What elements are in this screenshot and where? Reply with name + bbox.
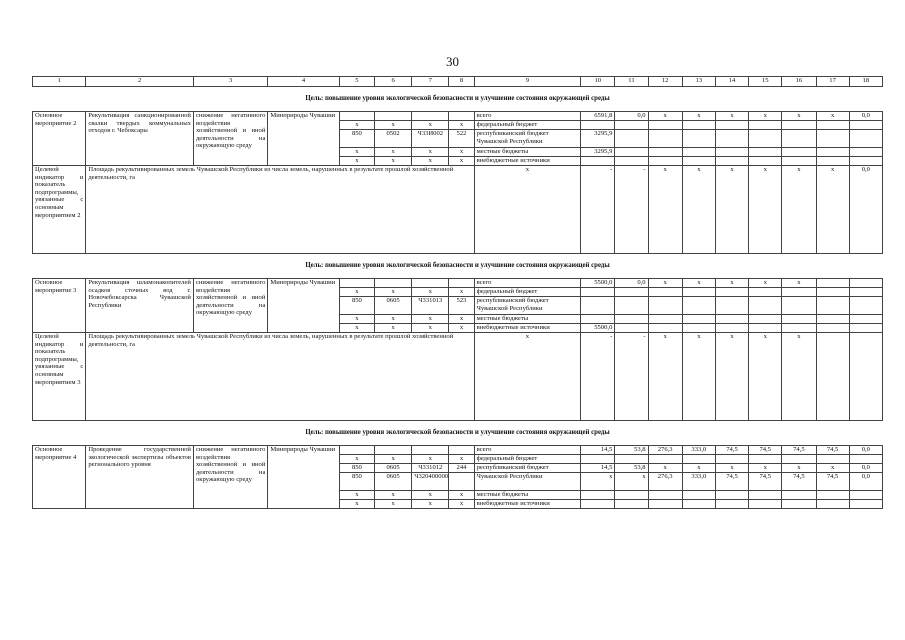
value-cell: x bbox=[782, 464, 816, 473]
code-cell bbox=[449, 446, 474, 455]
header-cell: 7 bbox=[412, 77, 449, 87]
value-cell bbox=[715, 288, 748, 297]
funding-source: федеральный бюджет bbox=[474, 455, 581, 464]
code-cell: x bbox=[339, 315, 374, 324]
value-cell: - bbox=[615, 333, 648, 421]
value-cell: 0,0 bbox=[849, 473, 882, 491]
funding-source: местные бюджеты bbox=[474, 315, 581, 324]
funding-source: всего bbox=[474, 446, 581, 455]
value-cell: x bbox=[715, 112, 748, 121]
header-cell: 1 bbox=[33, 77, 86, 87]
value-cell: 3295,9 bbox=[581, 148, 615, 157]
value-cell bbox=[816, 148, 849, 157]
value-cell bbox=[615, 491, 648, 500]
value-cell bbox=[581, 455, 615, 464]
code-cell: x bbox=[412, 324, 449, 333]
code-cell: 850 bbox=[339, 473, 374, 491]
code-cell: x bbox=[412, 491, 449, 500]
value-cell bbox=[682, 121, 715, 130]
value-cell bbox=[615, 297, 648, 315]
value-cell: 74,5 bbox=[816, 446, 849, 455]
value-cell bbox=[682, 315, 715, 324]
code-cell: x bbox=[374, 148, 411, 157]
value-cell: x bbox=[648, 112, 682, 121]
code-cell: x bbox=[449, 315, 474, 324]
value-cell bbox=[749, 455, 782, 464]
code-cell bbox=[449, 112, 474, 121]
value-cell bbox=[715, 324, 748, 333]
value-cell bbox=[816, 315, 849, 324]
value-cell bbox=[849, 455, 882, 464]
code-cell: Ч331012 bbox=[412, 464, 449, 473]
value-cell: 74,5 bbox=[816, 473, 849, 491]
code-cell bbox=[374, 279, 411, 288]
value-cell: 74,5 bbox=[782, 446, 816, 455]
value-cell bbox=[648, 500, 682, 509]
value-cell bbox=[615, 500, 648, 509]
value-cell bbox=[849, 288, 882, 297]
code-cell: x bbox=[374, 121, 411, 130]
value-cell bbox=[615, 288, 648, 297]
code-cell: x bbox=[374, 455, 411, 464]
value-cell: 14,5 bbox=[581, 464, 615, 473]
funding-source: местные бюджеты bbox=[474, 491, 581, 500]
value-cell: 0,0 bbox=[849, 166, 882, 254]
code-cell bbox=[374, 112, 411, 121]
value-cell bbox=[816, 297, 849, 315]
code-cell: Ч320400000 bbox=[412, 473, 449, 491]
value-cell bbox=[816, 130, 849, 148]
value-cell bbox=[581, 315, 615, 324]
code-cell bbox=[412, 446, 449, 455]
value-cell bbox=[648, 130, 682, 148]
header-cell: 4 bbox=[268, 77, 339, 87]
code-cell: x bbox=[449, 121, 474, 130]
funding-source: Чувашской Республики bbox=[474, 473, 581, 491]
value-cell bbox=[682, 297, 715, 315]
value-cell bbox=[849, 148, 882, 157]
value-cell bbox=[849, 491, 882, 500]
goal-row bbox=[33, 254, 883, 279]
value-cell bbox=[715, 148, 748, 157]
event-executor: Минприроды Чувашии bbox=[268, 112, 339, 166]
value-cell bbox=[648, 121, 682, 130]
code-cell bbox=[412, 279, 449, 288]
value-cell bbox=[682, 157, 715, 166]
event-executor: Минприроды Чувашии bbox=[268, 279, 339, 333]
value-cell bbox=[816, 491, 849, 500]
value-cell: 5500,0 bbox=[581, 279, 615, 288]
goal-heading: Цель: повышение уровня экологической безопасности и улучшение состояния окружающей среды bbox=[305, 429, 610, 437]
code-cell: x bbox=[339, 455, 374, 464]
table-row bbox=[33, 279, 883, 288]
value-cell bbox=[816, 157, 849, 166]
value-cell bbox=[682, 288, 715, 297]
value-cell bbox=[615, 157, 648, 166]
funding-source: федеральный бюджет bbox=[474, 288, 581, 297]
code-cell: Ч331013 bbox=[412, 297, 449, 315]
value-cell: 74,5 bbox=[715, 446, 748, 455]
event-effect: снижение негативного воздействия хозяйственной и иной деятельности на окружающую среду bbox=[193, 279, 267, 333]
code-cell: 0502 bbox=[374, 130, 411, 148]
code-cell: 850 bbox=[339, 130, 374, 148]
indicator-label: Целевой индикатор и показатель подпрограммы, увязанные с основным мероприятием 3 bbox=[33, 333, 86, 421]
program-table bbox=[32, 76, 883, 509]
code-cell: 522 bbox=[449, 130, 474, 148]
funding-source: всего bbox=[474, 112, 581, 121]
value-cell bbox=[715, 455, 748, 464]
code-cell: x bbox=[412, 315, 449, 324]
header-cell: 11 bbox=[615, 77, 648, 87]
value-cell bbox=[648, 315, 682, 324]
value-cell bbox=[849, 279, 882, 288]
header-cell: 9 bbox=[474, 77, 581, 87]
value-cell bbox=[849, 121, 882, 130]
code-cell: x bbox=[412, 121, 449, 130]
funding-source: республиканский бюджет Чувашской Республики bbox=[474, 297, 581, 315]
value-cell bbox=[849, 324, 882, 333]
value-cell: 0,0 bbox=[615, 112, 648, 121]
value-cell: - bbox=[581, 166, 615, 254]
value-cell bbox=[648, 148, 682, 157]
header-cell: 12 bbox=[648, 77, 682, 87]
value-cell bbox=[648, 455, 682, 464]
code-cell: x bbox=[449, 288, 474, 297]
value-cell bbox=[782, 324, 816, 333]
funding-source: внебюджетные источники bbox=[474, 324, 581, 333]
code-cell: x bbox=[374, 315, 411, 324]
value-cell bbox=[615, 324, 648, 333]
value-cell bbox=[816, 288, 849, 297]
header-cell: 3 bbox=[193, 77, 267, 87]
value-cell bbox=[581, 121, 615, 130]
value-cell: 0,0 bbox=[849, 446, 882, 455]
header-cell: 5 bbox=[339, 77, 374, 87]
header-cell: 15 bbox=[749, 77, 782, 87]
table-row bbox=[33, 446, 883, 455]
event-title: Проведение государственной экологической экспертизы объектов регионального уровня bbox=[86, 446, 194, 509]
funding-source: местные бюджеты bbox=[474, 148, 581, 157]
value-cell: x bbox=[581, 473, 615, 491]
value-cell: x bbox=[782, 166, 816, 254]
value-cell bbox=[749, 121, 782, 130]
value-cell bbox=[782, 121, 816, 130]
code-cell bbox=[339, 112, 374, 121]
code-cell: 0605 bbox=[374, 297, 411, 315]
value-cell: 0,0 bbox=[615, 279, 648, 288]
code-cell bbox=[374, 446, 411, 455]
value-cell: x bbox=[782, 333, 816, 421]
event-name: Основное мероприятие 4 bbox=[33, 446, 86, 509]
code-cell: x bbox=[412, 455, 449, 464]
indicator-text: Площадь рекультивированных земель Чувашской Республики из числа земель, нарушенных в результате прошлой хозяйственной деятельности, га bbox=[86, 333, 474, 421]
value-cell: x bbox=[682, 279, 715, 288]
value-cell bbox=[715, 500, 748, 509]
value-cell: x bbox=[648, 279, 682, 288]
value-cell: x bbox=[749, 464, 782, 473]
value-cell bbox=[715, 315, 748, 324]
value-cell bbox=[816, 455, 849, 464]
code-cell: x bbox=[412, 288, 449, 297]
code-cell: x bbox=[412, 500, 449, 509]
value-cell bbox=[782, 297, 816, 315]
code-cell: 0605 bbox=[374, 473, 411, 491]
value-cell bbox=[648, 157, 682, 166]
event-title: Рекультивация санкционированной свалки твердых коммунальных отходов г. Чебоксары bbox=[86, 112, 194, 166]
header-cell: 17 bbox=[816, 77, 849, 87]
value-cell: 6591,8 bbox=[581, 112, 615, 121]
goal-heading: Цель: повышение уровня экологической безопасности и улучшение состояния окружающей среды bbox=[305, 262, 610, 270]
value-cell: x bbox=[782, 112, 816, 121]
code-cell: x bbox=[374, 288, 411, 297]
code-cell: x bbox=[339, 157, 374, 166]
funding-source: республиканский бюджет bbox=[474, 464, 581, 473]
code-cell: x bbox=[412, 148, 449, 157]
header-cell: 18 bbox=[849, 77, 882, 87]
value-cell: x bbox=[648, 464, 682, 473]
value-cell bbox=[749, 148, 782, 157]
funding-source: всего bbox=[474, 279, 581, 288]
header-cell: 14 bbox=[715, 77, 748, 87]
value-cell: x bbox=[648, 166, 682, 254]
value-cell bbox=[749, 324, 782, 333]
value-cell bbox=[682, 455, 715, 464]
code-cell: 850 bbox=[339, 297, 374, 315]
code-cell: 244 bbox=[449, 464, 474, 473]
value-cell: - bbox=[615, 166, 648, 254]
value-cell: 53,8 bbox=[615, 446, 648, 455]
value-cell: x bbox=[816, 112, 849, 121]
value-cell: x bbox=[648, 333, 682, 421]
value-cell: 74,5 bbox=[715, 473, 748, 491]
event-name: Основное мероприятие 2 bbox=[33, 112, 86, 166]
value-cell bbox=[849, 157, 882, 166]
value-cell bbox=[749, 315, 782, 324]
value-cell bbox=[816, 279, 849, 288]
value-cell bbox=[749, 130, 782, 148]
value-cell: x bbox=[715, 333, 748, 421]
code-cell bbox=[339, 279, 374, 288]
header-cell: 16 bbox=[782, 77, 816, 87]
code-cell: x bbox=[449, 455, 474, 464]
value-cell bbox=[782, 500, 816, 509]
code-cell: x bbox=[374, 157, 411, 166]
value-cell bbox=[782, 157, 816, 166]
header-row bbox=[33, 77, 883, 87]
value-cell bbox=[648, 491, 682, 500]
header-cell: 13 bbox=[682, 77, 715, 87]
funding-source: федеральный бюджет bbox=[474, 121, 581, 130]
code-cell: x bbox=[449, 500, 474, 509]
value-cell: x bbox=[682, 333, 715, 421]
header-cell: 2 bbox=[86, 77, 194, 87]
event-effect: снижение негативного воздействия хозяйственной и иной деятельности на окружающую среду bbox=[193, 446, 267, 509]
event-title: Рекультивация шламонакопителей осадков сточных вод г. Новочебоксарска Чувашской Республики bbox=[86, 279, 194, 333]
value-cell bbox=[648, 324, 682, 333]
code-cell: x bbox=[374, 324, 411, 333]
page-number: 30 bbox=[446, 54, 459, 69]
code-cell: x bbox=[339, 148, 374, 157]
value-cell bbox=[581, 288, 615, 297]
value-cell: x bbox=[816, 166, 849, 254]
value-cell: 53,8 bbox=[615, 464, 648, 473]
value-cell: 276,3 bbox=[648, 473, 682, 491]
value-cell bbox=[782, 148, 816, 157]
value-cell: 74,5 bbox=[749, 446, 782, 455]
value-cell bbox=[682, 324, 715, 333]
value-cell: - bbox=[581, 333, 615, 421]
value-cell: 74,5 bbox=[749, 473, 782, 491]
value-cell bbox=[615, 130, 648, 148]
value-cell bbox=[581, 297, 615, 315]
value-cell bbox=[782, 315, 816, 324]
value-cell: x bbox=[715, 166, 748, 254]
code-cell: x bbox=[449, 157, 474, 166]
indicator-label: Целевой индикатор и показатель подпрограммы, увязанные с основным мероприятием 2 bbox=[33, 166, 86, 254]
code-cell bbox=[339, 446, 374, 455]
value-cell: x bbox=[682, 112, 715, 121]
value-cell bbox=[615, 148, 648, 157]
value-cell bbox=[782, 491, 816, 500]
event-name: Основное мероприятие 3 bbox=[33, 279, 86, 333]
value-cell bbox=[782, 288, 816, 297]
value-cell: x bbox=[615, 473, 648, 491]
value-cell bbox=[816, 500, 849, 509]
value-cell: x bbox=[682, 166, 715, 254]
value-cell bbox=[715, 157, 748, 166]
header-cell: 8 bbox=[449, 77, 474, 87]
value-cell: x bbox=[816, 464, 849, 473]
header-cell: 10 bbox=[581, 77, 615, 87]
code-cell: x bbox=[374, 500, 411, 509]
goal-heading: Цель: повышение уровня экологической безопасности и улучшение состояния окружающей среды bbox=[305, 95, 610, 103]
value-cell bbox=[648, 297, 682, 315]
value-cell bbox=[749, 288, 782, 297]
value-cell bbox=[615, 455, 648, 464]
value-cell bbox=[749, 491, 782, 500]
value-cell bbox=[682, 491, 715, 500]
value-cell: 5500,0 bbox=[581, 324, 615, 333]
value-cell: 333,0 bbox=[682, 473, 715, 491]
indicator-value: x bbox=[474, 333, 581, 421]
value-cell bbox=[715, 121, 748, 130]
code-cell: x bbox=[449, 324, 474, 333]
code-cell: 0605 bbox=[374, 464, 411, 473]
funding-source: внебюджетные источники bbox=[474, 500, 581, 509]
value-cell bbox=[816, 121, 849, 130]
value-cell: 14,5 bbox=[581, 446, 615, 455]
value-cell bbox=[849, 500, 882, 509]
value-cell: 0,0 bbox=[849, 112, 882, 121]
value-cell bbox=[749, 157, 782, 166]
value-cell: 333,0 bbox=[682, 446, 715, 455]
event-effect: снижение негативного воздействия хозяйственной и иной деятельности на окружающую среду bbox=[193, 112, 267, 166]
value-cell bbox=[615, 121, 648, 130]
value-cell bbox=[715, 297, 748, 315]
value-cell bbox=[715, 130, 748, 148]
value-cell: x bbox=[749, 112, 782, 121]
value-cell bbox=[749, 297, 782, 315]
code-cell: 523 bbox=[449, 297, 474, 315]
code-cell: 850 bbox=[339, 464, 374, 473]
value-cell bbox=[581, 500, 615, 509]
value-cell bbox=[581, 157, 615, 166]
value-cell bbox=[816, 324, 849, 333]
value-cell: x bbox=[749, 333, 782, 421]
code-cell: x bbox=[449, 148, 474, 157]
header-cell: 6 bbox=[374, 77, 411, 87]
funding-source: внебюджетные источники bbox=[474, 157, 581, 166]
value-cell bbox=[715, 491, 748, 500]
value-cell bbox=[849, 297, 882, 315]
indicator-text: Площадь рекультивированных земель Чувашской Республики из числа земель, нарушенных в результате прошлой хозяйственной деятельности, га bbox=[86, 166, 474, 254]
code-cell bbox=[412, 112, 449, 121]
value-cell bbox=[581, 491, 615, 500]
value-cell: 74,5 bbox=[782, 473, 816, 491]
value-cell: x bbox=[749, 279, 782, 288]
value-cell: 3295,9 bbox=[581, 130, 615, 148]
value-cell bbox=[615, 315, 648, 324]
indicator-row bbox=[33, 333, 883, 421]
code-cell: Ч33И002 bbox=[412, 130, 449, 148]
code-cell: x bbox=[374, 491, 411, 500]
value-cell bbox=[849, 333, 882, 421]
value-cell: x bbox=[682, 464, 715, 473]
value-cell bbox=[682, 130, 715, 148]
goal-row bbox=[33, 87, 883, 112]
event-executor: Минприроды Чувашии bbox=[268, 446, 339, 509]
code-cell bbox=[449, 473, 474, 491]
code-cell: x bbox=[339, 324, 374, 333]
value-cell: x bbox=[715, 279, 748, 288]
value-cell bbox=[648, 288, 682, 297]
value-cell: x bbox=[782, 279, 816, 288]
indicator-row bbox=[33, 166, 883, 254]
value-cell: x bbox=[715, 464, 748, 473]
table-row bbox=[33, 112, 883, 121]
code-cell bbox=[449, 279, 474, 288]
indicator-value: x bbox=[474, 166, 581, 254]
code-cell: x bbox=[449, 491, 474, 500]
code-cell: x bbox=[339, 121, 374, 130]
value-cell bbox=[849, 130, 882, 148]
code-cell: x bbox=[339, 288, 374, 297]
value-cell bbox=[749, 500, 782, 509]
value-cell: x bbox=[749, 166, 782, 254]
value-cell bbox=[816, 333, 849, 421]
goal-row bbox=[33, 421, 883, 446]
value-cell bbox=[849, 315, 882, 324]
code-cell: x bbox=[339, 500, 374, 509]
value-cell: 276,3 bbox=[648, 446, 682, 455]
code-cell: x bbox=[412, 157, 449, 166]
value-cell: 0,0 bbox=[849, 464, 882, 473]
value-cell bbox=[782, 455, 816, 464]
funding-source: республиканский бюджет Чувашской Республики bbox=[474, 130, 581, 148]
code-cell: x bbox=[339, 491, 374, 500]
value-cell bbox=[782, 130, 816, 148]
value-cell bbox=[682, 500, 715, 509]
value-cell bbox=[682, 148, 715, 157]
